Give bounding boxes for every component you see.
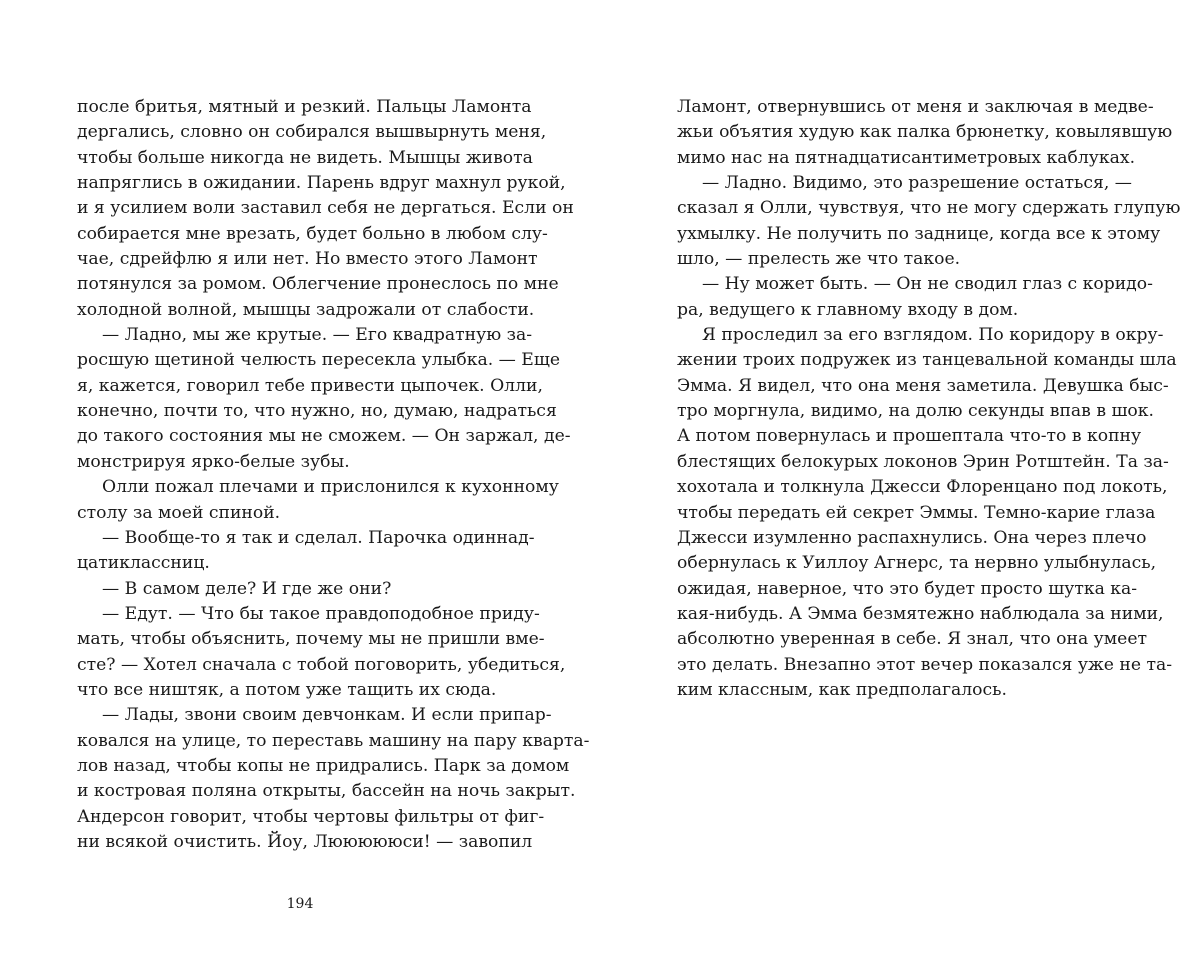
text-line: дергались, словно он собирался вышвырнуть меня, [77,122,547,143]
text-line: жении троих подружек из танцевальной команды шла [677,350,1177,371]
text-line: конечно, почти то, что нужно, но, думаю, надраться [77,401,557,422]
text-line: мать, чтобы объяснить, почему мы не пришли вме- [77,629,545,650]
page-number: 194 [286,896,314,912]
text-line: монстрируя ярко-белые зубы. [77,451,350,472]
text-line: — Ладно. Видимо, это разрешение остаться, — [702,173,1132,194]
text-line: абсолютно уверенная в себе. Я знал, что она умеет [677,629,1148,650]
text-line: холодной волной, мышцы задрожали от слабости. [77,299,535,320]
text-line: ким классным, как предполагалось. [677,679,1007,700]
text-line: обернулась к Уиллоу Агнерс, та нервно улыбнулась, [677,553,1157,574]
text-line: ухмылку. Не получить по заднице, когда все к этому [677,223,1161,244]
text-line: Андерсон говорит, чтобы чертовы фильтры от фиг- [77,806,545,827]
text-line: до такого состояния мы не сможем. — Он заржал, де- [77,426,571,447]
text-line: шло, — прелесть же что такое. [677,249,961,270]
text-line: жьи объятия худую как палка брюнетку, ковылявшую [677,122,1173,143]
text-line: блестящих белокурых локонов Эрин Ротштейн. Та за- [677,451,1169,472]
text-line: и я усилием воли заставил себя не дергаться. Если он [77,198,574,219]
text-line: ра, ведущего к главному входу в дом. [677,299,1019,320]
text-line: — Едут. — Что бы такое правдоподобное приду- [102,603,540,624]
text-line: ожидая, наверное, что это будет просто шутка ка- [677,578,1138,599]
text-line: — Ну может быть. — Он не сводил глаз с коридо- [702,274,1153,295]
text-line: напряглись в ожидании. Парень вдруг махнул рукой, [77,173,566,194]
text-line: Ламонт, отвернувшись от меня и заключая в медве- [677,97,1154,117]
text-line: потянулся за ромом. Облегчение пронеслось по мне [77,274,559,295]
text-line: лов назад, чтобы копы не придрались. Парк за домом [77,755,570,776]
text-line: чтобы передать ей секрет Эммы. Темно-карие глаза [677,502,1156,523]
text-line: кая-нибудь. А Эмма безмятежно наблюдала за ними, [677,603,1164,624]
text-line: росшую щетиной челюсть пересекла улыбка. — Еще [77,350,560,371]
text-line: — Вообще-то я так и сделал. Парочка одиннад- [102,527,535,548]
left-page-text [77,95,590,855]
text-line: — В самом деле? И где же они? [102,578,392,599]
text-line: чае, сдрейфлю я или нет. Но вместо этого Ламонт [77,249,538,270]
text-line: ковался на улице, то переставь машину на пару кварта- [77,730,590,751]
text-line: тро моргнула, видимо, на долю секунды впав в шок. [677,401,1154,422]
text-line: Джесси изумленно распахнулись. Она через плечо [677,527,1147,548]
text-line: столу за моей спиной. [77,502,281,523]
text-line: ни всякой очистить. Йоу, Люююююси! — завопил [77,831,533,852]
text-line: мимо нас на пятнадцатисантиметровых каблуках. [677,147,1136,168]
text-line: Я проследил за его взглядом. По коридору в окру- [702,325,1164,346]
text-line: — Лады, звони своим девчонкам. И если припар- [102,705,552,726]
text-line: и костровая поляна открыты, бассейн на ночь закрыт. [77,781,576,802]
text-line: что все ништяк, а потом уже тащить их сюда. [77,679,497,700]
text-line: сте? — Хотел сначала с тобой поговорить, убедиться, [77,654,566,675]
text-line: хохотала и толкнула Джесси Флоренцано под локоть, [677,477,1168,498]
right-page-text [677,95,1181,703]
text-line: я, кажется, говорил тебе привести цыпочек. Олли, [77,375,543,396]
text-line: после бритья, мятный и резкий. Пальцы Ламонта [77,97,532,117]
text-line: Эмма. Я видел, что она меня заметила. Девушка быс- [677,375,1169,396]
text-line: Олли пожал плечами и прислонился к кухонному [102,477,559,498]
text-line: А потом повернулась и прошептала что-то в копну [677,426,1142,447]
text-line: это делать. Внезапно этот вечер показался уже не та- [677,654,1173,675]
text-line: собирается мне врезать, будет больно в любом слу- [77,223,548,244]
text-line: сказал я Олли, чувствуя, что не могу сдержать глупую [677,198,1181,219]
text-line: чтобы больше никогда не видеть. Мышцы живота [77,147,533,168]
text-line: — Ладно, мы же крутые. — Его квадратную за- [102,325,533,346]
text-line: цатиклассниц. [77,553,210,574]
